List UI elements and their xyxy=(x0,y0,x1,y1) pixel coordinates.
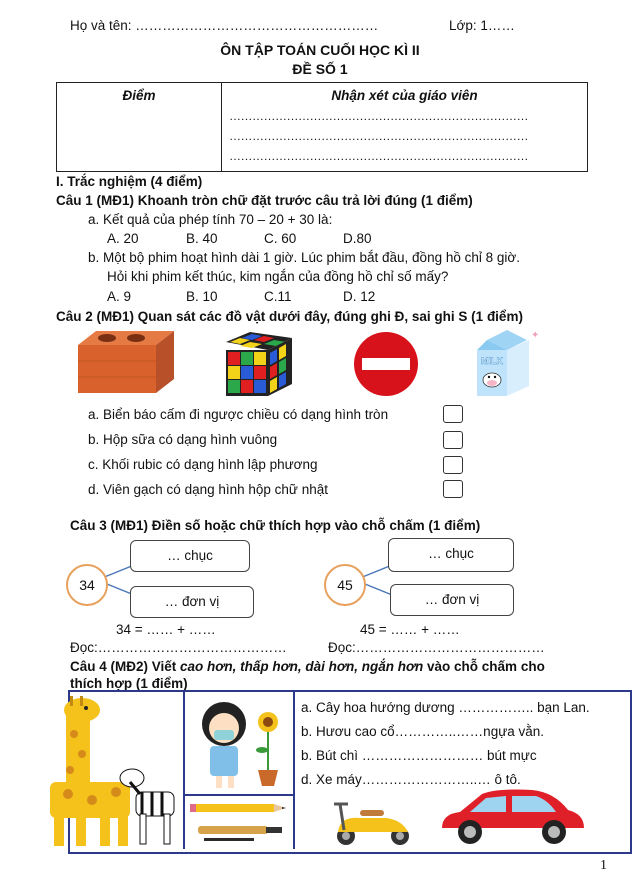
score-table xyxy=(56,82,588,172)
read-line-left[interactable]: Đọc:…………………………………… xyxy=(70,640,287,655)
statement-b: b. Hộp sữa có dạng hình vuông xyxy=(88,432,278,447)
page-title: ÔN TẬP TOÁN CUỐI HỌC KÌ II xyxy=(220,42,420,58)
answer-checkbox-c[interactable] xyxy=(443,456,463,474)
question-1b-text-2: Hỏi khi phim kết thúc, kim ngắn của đồng hồ chỉ số mấy? xyxy=(107,269,449,284)
q4-divider-3 xyxy=(185,794,293,796)
question-1b-text: b. Một bộ phim hoạt hình dài 1 giờ. Lúc phim bắt đầu, đồng hồ chỉ 8 giờ. xyxy=(88,250,520,265)
answer-checkbox-a[interactable] xyxy=(443,405,463,423)
q4-item-d: d. Xe máy……………………..… ô tô. xyxy=(301,772,521,787)
question-4-title-line2: thích hợp (1 điểm) xyxy=(70,676,188,691)
no-entry-sign-image xyxy=(352,330,420,398)
read-line-right[interactable]: Đọc:…………………………………… xyxy=(328,640,545,655)
score-header: Điểm xyxy=(122,88,156,103)
tens-box-left[interactable]: … chục xyxy=(130,540,250,572)
girl-sunflower-image xyxy=(188,694,292,792)
question-1a-text: a. Kết quả của phép tính 70 – 20 + 30 là: xyxy=(88,212,333,227)
q4-divider-2 xyxy=(293,691,295,849)
class-field-label: Lớp: 1…… xyxy=(449,18,515,33)
tens-box-right[interactable]: … chục xyxy=(388,538,514,572)
brick-image xyxy=(74,327,178,397)
question-2-title: Câu 2 (MĐ1) Quan sát các đồ vật dưới đây, đúng ghi Đ, sai ghi S (1 điểm) xyxy=(56,309,523,324)
name-field-label: Họ và tên: ……………………………………………… xyxy=(70,18,379,33)
car-image xyxy=(436,788,588,848)
page-subtitle: ĐỀ SỐ 1 xyxy=(292,61,348,77)
equation-right: 45 = …… + …… xyxy=(360,622,460,637)
answer-checkbox-d[interactable] xyxy=(443,480,463,498)
units-box-left[interactable]: … đơn vị xyxy=(130,586,254,618)
option-a[interactable]: A. 9 xyxy=(107,289,132,304)
svg-text:✦: ✦ xyxy=(531,330,540,341)
section-title: I. Trắc nghiệm (4 điểm) xyxy=(56,174,203,189)
comment-line: …………………………………………………………………… xyxy=(229,149,528,163)
comment-line: …………………………………………………………………… xyxy=(229,109,528,123)
scooter-image xyxy=(330,796,420,848)
number-circle-34: 34 xyxy=(66,564,108,606)
q4-item-a: a. Cây hoa hướng dương …………….. bạn Lan. xyxy=(301,700,590,715)
q4-item-c: b. Bút chì ……………………… bút mực xyxy=(301,748,537,763)
question-3-title: Câu 3 (MĐ1) Điền số hoặc chữ thích hợp vào chỗ chấm (1 điểm) xyxy=(70,518,481,533)
giraffe-zebra-image xyxy=(40,694,186,848)
milk-box-image xyxy=(467,326,543,402)
option-d[interactable]: D. 12 xyxy=(343,289,376,304)
comment-header: Nhận xét của giáo viên xyxy=(331,88,478,103)
question-4-title-suffix: vào chỗ chấm cho xyxy=(423,659,545,674)
question-4-title-italic: cao hơn, thấp hơn, dài hơn, ngắn hơn xyxy=(180,659,424,674)
q4-item-b: b. Hươu cao cổ…………..……ngựa vằn. xyxy=(301,724,545,739)
statement-d: d. Viên gạch có dạng hình hộp chữ nhật xyxy=(88,482,328,497)
option-a[interactable]: A. 20 xyxy=(107,231,139,246)
units-box-right[interactable]: … đơn vị xyxy=(390,584,514,616)
equation-left: 34 = …… + …… xyxy=(116,622,216,637)
option-c[interactable]: C.11 xyxy=(264,289,292,304)
number-circle-45: 45 xyxy=(324,564,366,606)
answer-checkbox-b[interactable] xyxy=(443,431,463,449)
rubik-cube-image xyxy=(220,328,298,400)
option-b[interactable]: B. 40 xyxy=(186,231,218,246)
pencil-pen-image xyxy=(188,798,292,848)
option-c[interactable]: C. 60 xyxy=(264,231,297,246)
statement-a: a. Biển báo cấm đi ngược chiều có dạng hình tròn xyxy=(88,407,389,422)
question-1-title: Câu 1 (MĐ1) Khoanh tròn chữ đặt trước câu trả lời đúng (1 điểm) xyxy=(56,193,473,208)
statement-c: c. Khối rubic có dạng hình lập phương xyxy=(88,457,318,472)
milk-label: MILK xyxy=(481,356,503,366)
comment-line: …………………………………………………………………… xyxy=(229,129,528,143)
option-d[interactable]: D.80 xyxy=(343,231,372,246)
option-b[interactable]: B. 10 xyxy=(186,289,218,304)
page-number: 1 xyxy=(600,858,607,873)
question-4-title-prefix: Câu 4 (MĐ2) Viết xyxy=(70,659,181,674)
question-4-title xyxy=(70,659,545,674)
